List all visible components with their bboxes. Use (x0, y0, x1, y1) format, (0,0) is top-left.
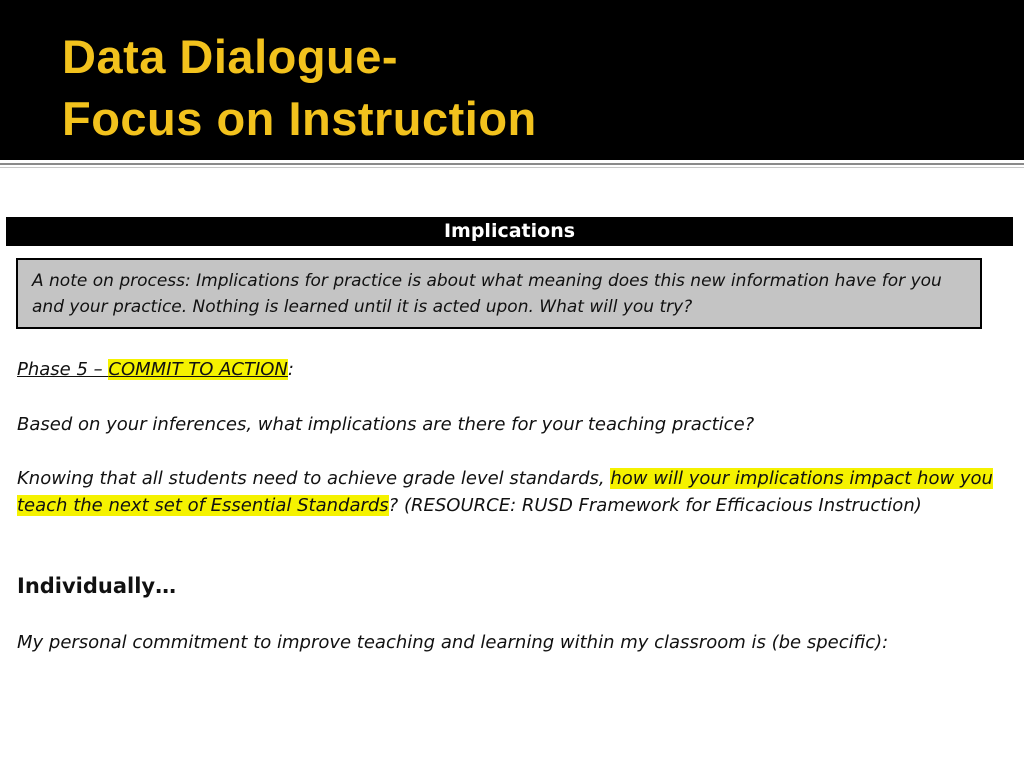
question-standards (17, 465, 1007, 519)
divider-line (0, 163, 1024, 165)
slide-title (62, 26, 537, 150)
title-bar (0, 0, 1024, 160)
divider-line-thin (0, 167, 1024, 168)
process-note: A note on process: Implications for practice is about what meaning does this new information have for you and your practice. Nothing is learned until it is acted upon. What will you try? (16, 258, 982, 329)
question-inferences: Based on your inferences, what implications are there for your teaching practice? (17, 414, 755, 435)
phase-suffix: : (287, 359, 294, 380)
phase-prefix: Phase 5 – (17, 359, 109, 380)
question-standards-highlight-2: teach the next set of Essential Standards (17, 495, 389, 516)
question-standards-prefix: Knowing that all students need to achieve grade level standards, (17, 468, 611, 489)
section-header: Implications (6, 217, 1013, 246)
question-standards-suffix: ? (RESOURCE: RUSD Framework for Efficacious Instruction) (388, 495, 922, 516)
phase-highlight: COMMIT TO ACTION (108, 359, 288, 380)
phase-line (17, 356, 294, 383)
slide-title-line-2: Focus on Instruction (62, 92, 537, 145)
slide-title-line-1: Data Dialogue- (62, 30, 399, 83)
commitment-prompt: My personal commitment to improve teaching and learning within my classroom is (be specific): (17, 632, 889, 653)
question-standards-highlight-1: how will your implications impact how you (610, 468, 993, 489)
individually-heading: Individually… (17, 574, 177, 598)
